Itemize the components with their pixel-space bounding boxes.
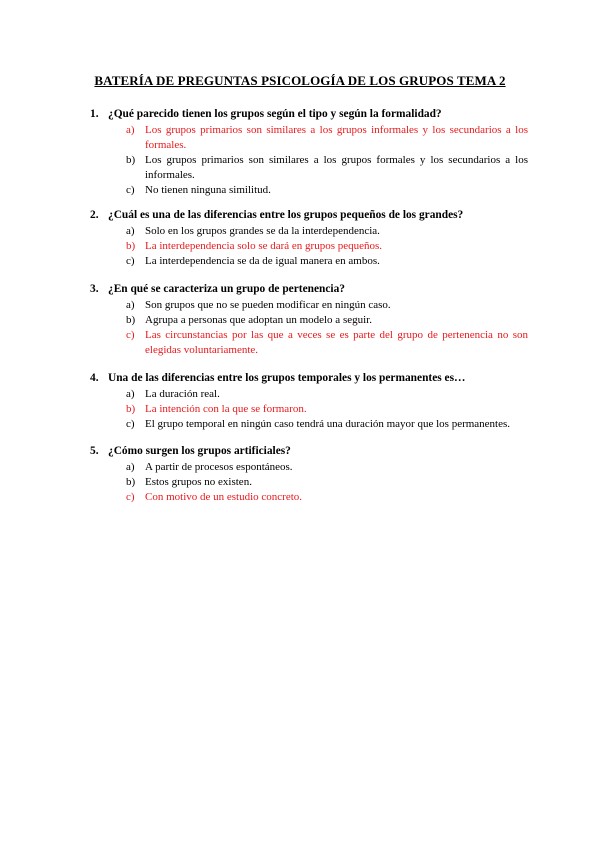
option-letter: b): [126, 240, 136, 252]
option-text: Las circunstancias por las que a veces se es parte del grupo de pertenencia no son elegidas voluntariamente.: [145, 329, 528, 356]
option-letter: a): [126, 225, 135, 237]
option-letter: a): [126, 388, 135, 400]
option-text: No tienen ninguna similitud.: [145, 184, 271, 196]
option-text: La interdependencia solo se dará en grupos pequeños.: [145, 240, 383, 252]
option-letter: a): [126, 299, 135, 311]
option-letter: b): [126, 154, 136, 166]
option-text: La intención con la que se formaron.: [145, 403, 307, 415]
option-letter: b): [126, 403, 136, 415]
answer-option: [0, 387, 600, 402]
option-letter: c): [126, 491, 135, 503]
option-letter: c): [126, 329, 135, 341]
question-5: [0, 443, 600, 505]
question-text: ¿En qué se caracteriza un grupo de pertenencia?: [108, 283, 345, 295]
question-3: [0, 281, 600, 358]
question-text: ¿Cuál es una de las diferencias entre los grupos pequeños de los grandes?: [108, 209, 464, 221]
option-text: Solo en los grupos grandes se da la interdependencia.: [145, 225, 380, 237]
document-title: BATERÍA DE PREGUNTAS PSICOLOGÍA DE LOS GRUPOS TEMA 2: [94, 73, 506, 88]
answer-option-correct: [0, 239, 600, 254]
option-text: Con motivo de un estudio concreto.: [145, 491, 303, 503]
question-2: [0, 207, 600, 269]
question-header: [0, 106, 600, 122]
option-letter: c): [126, 255, 135, 267]
question-header: [0, 370, 600, 386]
option-text: A partir de procesos espontáneos.: [145, 461, 293, 473]
answer-option-correct: [0, 328, 600, 358]
option-letter: c): [126, 418, 135, 430]
question-number: 5.: [90, 445, 99, 457]
option-text: Estos grupos no existen.: [145, 476, 252, 488]
option-letter: c): [126, 184, 135, 196]
option-letter: a): [126, 461, 135, 473]
option-text: Agrupa a personas que adoptan un modelo a seguir.: [145, 314, 372, 326]
answer-option: [0, 153, 600, 183]
option-text: Los grupos primarios son similares a los grupos informales y los secundarios a los formales.: [145, 124, 528, 151]
question-number: 4.: [90, 372, 99, 384]
option-text: El grupo temporal en ningún caso tendrá una duración mayor que los permanentes.: [145, 418, 511, 430]
option-text: Son grupos que no se pueden modificar en ningún caso.: [145, 299, 391, 311]
option-text: La interdependencia se da de igual manera en ambos.: [145, 255, 380, 267]
answer-option-correct: [0, 123, 600, 153]
answer-option: [0, 254, 600, 269]
answer-option: [0, 417, 600, 432]
answer-option: [0, 475, 600, 490]
option-text: Los grupos primarios son similares a los grupos formales y los secundarios a los informales.: [145, 154, 528, 181]
answer-option: [0, 460, 600, 475]
question-number: 2.: [90, 209, 99, 221]
option-letter: a): [126, 124, 135, 136]
option-text: La duración real.: [145, 388, 220, 400]
question-4: [0, 370, 600, 432]
question-number: 3.: [90, 283, 99, 295]
question-1: [0, 106, 600, 198]
question-header: [0, 443, 600, 459]
question-text: Una de las diferencias entre los grupos temporales y los permanentes es…: [108, 372, 466, 384]
answer-option-correct: [0, 402, 600, 417]
question-text: ¿Qué parecido tienen los grupos según el tipo y según la formalidad?: [108, 108, 442, 120]
question-number: 1.: [90, 108, 99, 120]
answer-option: [0, 313, 600, 328]
option-letter: b): [126, 314, 136, 326]
answer-option: [0, 183, 600, 198]
option-letter: b): [126, 476, 136, 488]
question-text: ¿Cómo surgen los grupos artificiales?: [108, 445, 291, 457]
answer-option-correct: [0, 490, 600, 505]
question-header: [0, 207, 600, 223]
question-header: [0, 281, 600, 297]
answer-option: [0, 224, 600, 239]
answer-option: [0, 298, 600, 313]
